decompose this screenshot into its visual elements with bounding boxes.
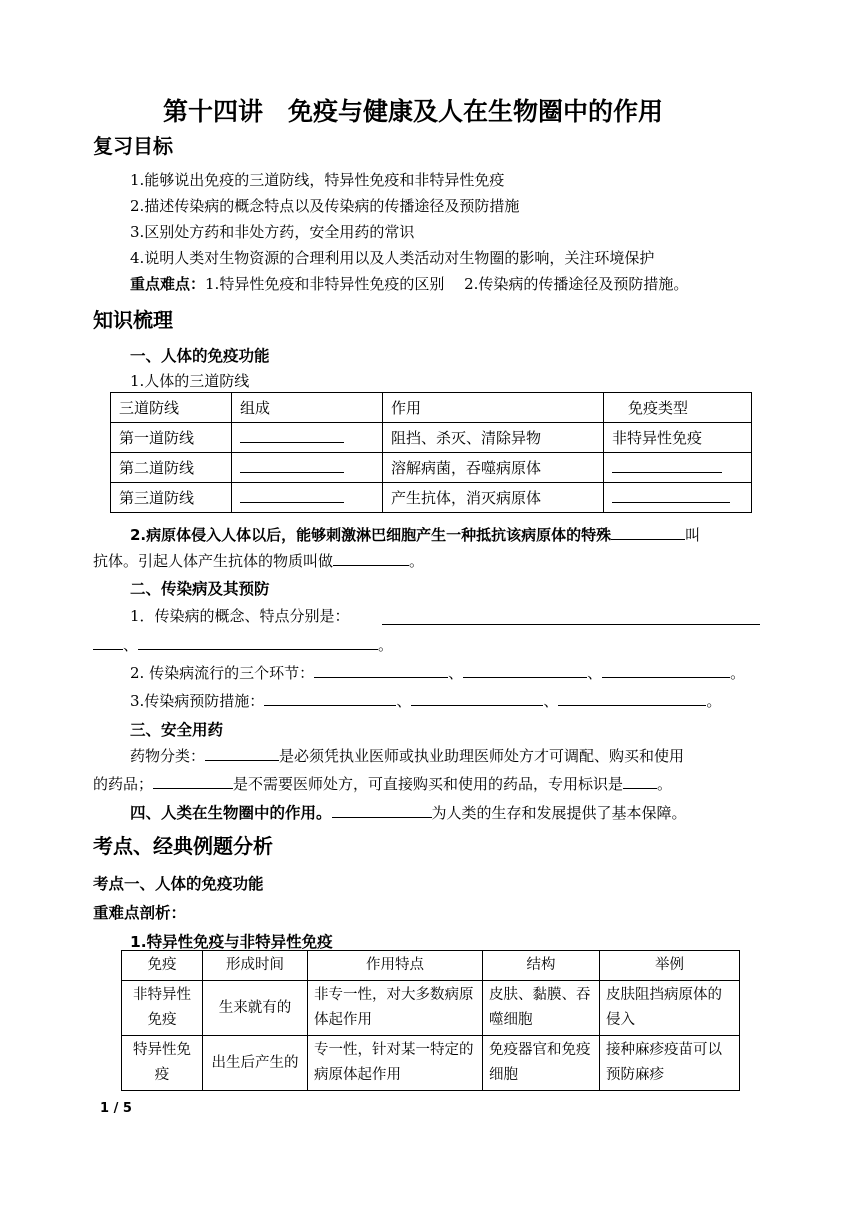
table-cell: 接种麻疹疫苗可以预防麻疹 (600, 1036, 740, 1091)
antibody-line-2 (93, 550, 424, 571)
table-cell: 阻挡、杀灭、清除异物 (383, 423, 604, 453)
table-cell: 特异性免疫 (122, 1036, 203, 1091)
table-cell: 皮肤、黏膜、吞噬细胞 (483, 981, 600, 1036)
prevention-label: 3.传染病预防措施： (130, 692, 265, 710)
table-cell: 出生后产生的 (203, 1036, 308, 1091)
antigen-blank[interactable] (333, 551, 409, 566)
separator: 、 (448, 664, 464, 682)
table-header-cell: 作用 (383, 393, 604, 423)
table-cell: 第一道防线 (111, 423, 232, 453)
infectious-features-line (93, 634, 393, 655)
separator: 、 (587, 664, 603, 682)
prevention-line (130, 690, 721, 711)
section2-heading: 二、传染病及其预防 (130, 580, 270, 598)
epidemic-links-line (130, 662, 745, 683)
review-item-1: 1.能够说出免疫的三道防线，特异性免疫和非特异性免疫 (130, 171, 505, 189)
concept-blank[interactable] (382, 624, 760, 625)
table-header-cell: 作用特点 (308, 951, 483, 981)
otc-mark-blank[interactable] (623, 774, 657, 789)
separator: 、 (396, 692, 412, 710)
table-cell: 产生抗体，消灭病原体 (383, 483, 604, 513)
prevention-blank-1[interactable] (264, 691, 396, 706)
table-cell: 溶解病菌，吞噬病原体 (383, 453, 604, 483)
table-cell: 第三道防线 (111, 483, 232, 513)
feature-blank-1[interactable] (93, 635, 123, 650)
table-cell: 非专一性，对大多数病原体起作用 (308, 981, 483, 1036)
feature-blank-2[interactable] (138, 635, 378, 650)
drug-class-line-1 (130, 745, 684, 766)
separator: 、 (543, 692, 559, 710)
page-title: 第十四讲 免疫与健康及人在生物圈中的作用 (163, 97, 664, 126)
exam-heading: 考点、经典例题分析 (93, 834, 273, 858)
biosphere-blank[interactable] (332, 803, 432, 818)
table-row (122, 1036, 740, 1091)
link-blank-1[interactable] (314, 663, 448, 678)
table-header-cell: 形成时间 (203, 951, 308, 981)
defense-lines-table (110, 392, 752, 513)
prevention-blank-2[interactable] (411, 691, 543, 706)
otc-blank[interactable] (153, 774, 233, 789)
period: 。 (657, 775, 673, 793)
antibody-text-2: 抗体。引起人体产生抗体的物质叫做 (93, 552, 334, 570)
table-cell: 非特异性免疫 (604, 423, 752, 453)
comparison-table-title: 1.特异性免疫与非特异性免疫 (130, 933, 333, 951)
antibody-text-2-end: 。 (409, 552, 425, 570)
section1-heading: 一、人体的免疫功能 (130, 347, 270, 365)
otc-description: 是不需要医师处方，可直接购买和使用的药品，专用标识是 (233, 775, 624, 793)
page-number: 1 / 5 (100, 1101, 132, 1116)
separator: 、 (123, 636, 139, 654)
review-item-3: 3.区别处方药和非处方药，安全用药的常识 (130, 223, 415, 241)
table-header-cell: 免疫 (122, 951, 203, 981)
review-heading: 复习目标 (93, 134, 173, 158)
review-item-4: 4.说明人类对生物资源的合理利用以及人类活动对生物圈的影响，关注环境保护 (130, 249, 655, 267)
analysis-label: 重难点剖析： (93, 904, 187, 922)
section4-text: 为人类的生存和发展提供了基本保障。 (431, 804, 687, 822)
table-header-cell: 结构 (483, 951, 600, 981)
table-cell: 第二道防线 (111, 453, 232, 483)
composition-blank-3[interactable] (232, 483, 383, 513)
antibody-blank[interactable] (611, 525, 685, 540)
section4-line (130, 801, 687, 823)
section1-subheading: 1.人体的三道防线 (130, 372, 250, 390)
table-cell: 专一性，针对某一特定的病原体起作用 (308, 1036, 483, 1091)
key-points (130, 273, 688, 294)
table-header-cell: 组成 (232, 393, 383, 423)
immunity-comparison-table (121, 950, 740, 1091)
exam-point-1: 考点一、人体的免疫功能 (93, 875, 264, 893)
table-header-cell: 三道防线 (111, 393, 232, 423)
table-cell: 非特异性免疫 (122, 981, 203, 1036)
epidemic-links-label: 2. 传染病流行的三个环节： (130, 664, 315, 682)
link-blank-3[interactable] (602, 663, 730, 678)
antibody-text-1-end: 叫 (685, 526, 701, 544)
infectious-concept-line: 1．传染病的概念、特点分别是： (130, 607, 350, 625)
table-header-cell: 举例 (600, 951, 740, 981)
rx-description: 是必须凭执业医师或执业助理医师处方才可调配、购买和使用 (279, 747, 685, 765)
table-header-row (111, 393, 752, 423)
period: 。 (730, 664, 746, 682)
table-cell: 生来就有的 (203, 981, 308, 1036)
section3-heading: 三、安全用药 (130, 721, 224, 739)
link-blank-2[interactable] (463, 663, 587, 678)
period: 。 (378, 636, 394, 654)
review-item-2: 2.描述传染病的概念特点以及传染病的传播途径及预防措施 (130, 197, 520, 215)
prevention-blank-3[interactable] (558, 691, 706, 706)
table-row (111, 423, 752, 453)
rx-blank[interactable] (205, 746, 279, 761)
table-row (111, 453, 752, 483)
period: 。 (706, 692, 722, 710)
section4-heading: 四、人类在生物圈中的作用。 (130, 804, 332, 822)
composition-blank-1[interactable] (232, 423, 383, 453)
antibody-line-1 (130, 524, 700, 545)
table-cell: 免疫器官和免疫细胞 (483, 1036, 600, 1091)
table-row (111, 483, 752, 513)
table-header-cell: 免疫类型 (604, 393, 752, 423)
immunity-type-blank-2[interactable] (604, 453, 752, 483)
knowledge-heading: 知识梳理 (93, 308, 173, 332)
drug-text: 的药品； (93, 775, 154, 793)
table-row (122, 981, 740, 1036)
drug-class-label: 药物分类： (130, 747, 206, 765)
drug-class-line-2 (93, 773, 672, 794)
table-cell: 皮肤阻挡病原体的侵入 (600, 981, 740, 1036)
key-points-text: 1.特异性免疫和非特异性免疫的区别 2.传染病的传播途径及预防措施。 (205, 275, 689, 293)
composition-blank-2[interactable] (232, 453, 383, 483)
immunity-type-blank-3[interactable] (604, 483, 752, 513)
table-header-row (122, 951, 740, 981)
antibody-text-1: 2.病原体侵入人体以后，能够刺激淋巴细胞产生一种抵抗该病原体的特殊 (130, 526, 612, 544)
key-points-label: 重点难点： (130, 275, 206, 293)
